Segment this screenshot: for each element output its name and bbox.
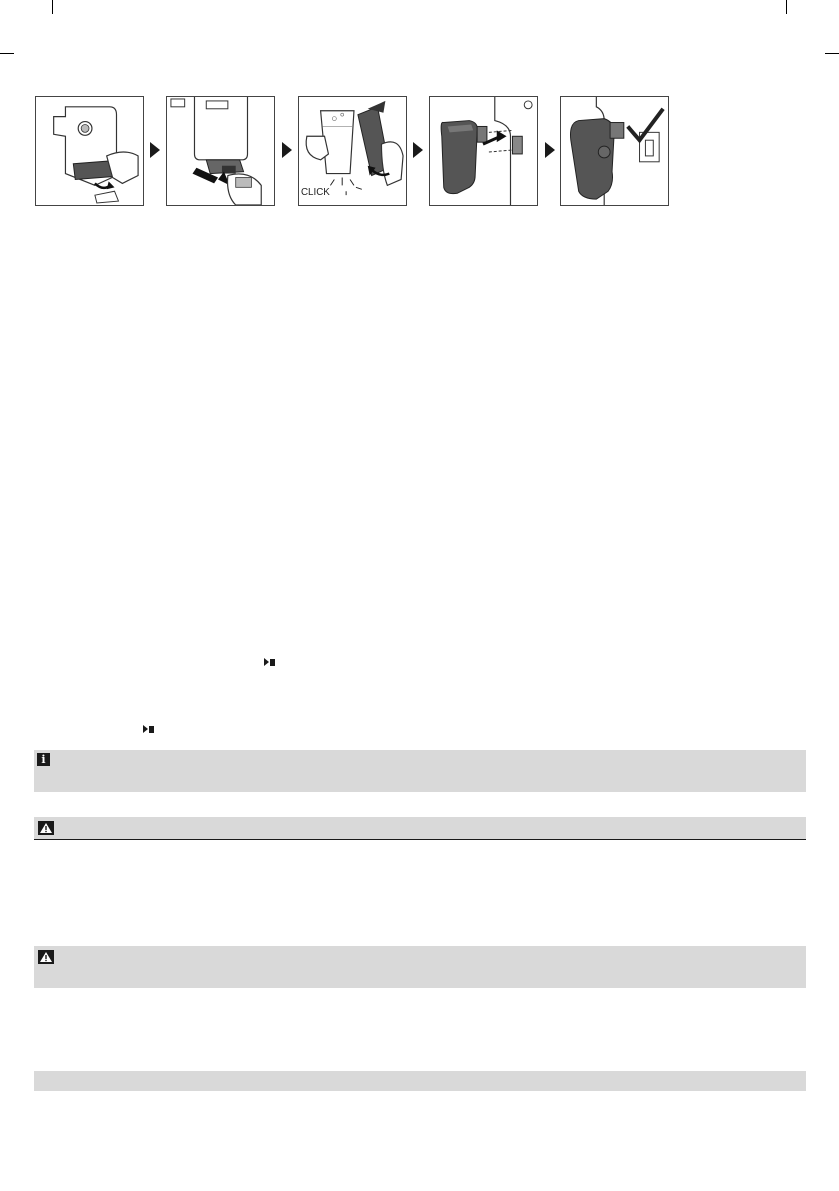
click-sound-label: CLICK [300, 187, 330, 199]
filter-pull-tab-illustration [36, 97, 143, 205]
step-5-panel [560, 96, 669, 206]
warning-triangle-icon [38, 821, 54, 835]
step-3-panel [298, 96, 407, 206]
info-note-box [34, 750, 806, 792]
warning-triangle-icon [38, 950, 54, 964]
caution-heading-underline [34, 839, 806, 840]
step-2-panel [166, 96, 275, 206]
filter-fill-click-illustration [299, 97, 406, 205]
crop-mark-top-left-vertical [52, 0, 53, 14]
right-triangle-arrow-icon [282, 142, 292, 158]
right-triangle-arrow-icon [413, 142, 423, 158]
crop-mark-top-left [0, 53, 14, 54]
warning-note-box [34, 946, 806, 988]
step-1-panel [35, 96, 144, 206]
crop-mark-top-right-vertical [786, 0, 787, 14]
right-triangle-arrow-icon [545, 142, 555, 158]
play-stop-icon [264, 658, 275, 666]
play-stop-icon [143, 725, 154, 733]
filter-remove-cap-illustration [167, 97, 274, 205]
filter-installed-check-illustration [561, 97, 668, 205]
caution-heading-box [34, 817, 806, 839]
section-heading-bar [34, 1071, 806, 1091]
crop-mark-top-right [825, 53, 839, 54]
right-triangle-arrow-icon [150, 142, 160, 158]
filter-insert-illustration [430, 97, 537, 205]
info-icon: i [37, 753, 50, 766]
step-4-panel [429, 96, 538, 206]
